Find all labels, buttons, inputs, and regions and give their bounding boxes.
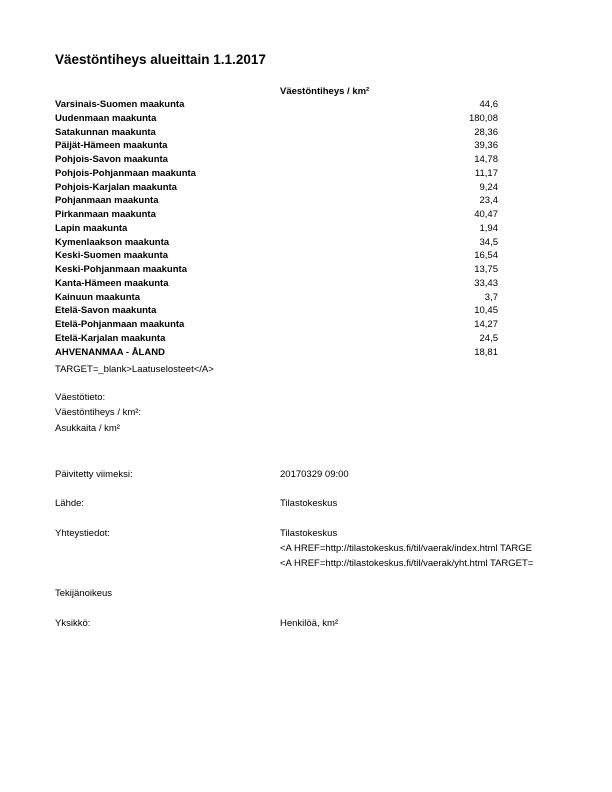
- table-row: [55, 291, 498, 305]
- region-name: Keski-Suomen maakunta: [55, 250, 168, 262]
- copyright-label: Tekijänoikeus: [55, 588, 113, 599]
- table-row: [55, 139, 498, 153]
- table-row: [55, 98, 498, 112]
- region-density-value: 40,47: [474, 209, 498, 220]
- region-name: Etelä-Pohjanmaan maakunta: [55, 319, 185, 330]
- source-label: Lähde:: [55, 498, 85, 509]
- contact-label: Yhteystiedot:: [55, 528, 110, 539]
- region-density-value: 34,5: [479, 236, 498, 248]
- table-row: [55, 332, 498, 346]
- region-density-value: 33,43: [474, 277, 498, 289]
- region-name: Pohjanmaan maakunta: [55, 195, 159, 207]
- region-name: Uudenmaan maakunta: [55, 112, 157, 124]
- region-name: Pirkanmaan maakunta: [55, 209, 156, 220]
- region-density-value: 14,78: [474, 154, 498, 165]
- info-line-2: Asukkaita / km²: [55, 423, 120, 434]
- table-row: [55, 208, 498, 222]
- region-density-value: 9,24: [479, 181, 498, 193]
- column-header: Väestöntiheys / km²: [280, 86, 370, 97]
- table-row: [55, 222, 498, 236]
- region-density-value: 11,17: [474, 167, 498, 179]
- table-row: [55, 112, 498, 126]
- region-density-value: 10,45: [474, 305, 498, 317]
- region-name: Etelä-Savon maakunta: [55, 305, 157, 317]
- region-name: Keski-Pohjanmaan maakunta: [55, 264, 187, 275]
- page-title: Väestöntiheys alueittain 1.1.2017: [55, 52, 266, 67]
- region-name: Kanta-Hämeen maakunta: [55, 277, 169, 289]
- region-density-value: 1,94: [479, 222, 498, 234]
- region-density-value: 16,54: [474, 250, 498, 262]
- region-density-value: 18,81: [474, 346, 498, 358]
- updated-label: Päivitetty viimeksi:: [55, 469, 133, 480]
- contact-link-1[interactable]: <A HREF=http://tilastokeskus.fi/til/vaerak/index.html TARGE: [280, 543, 533, 554]
- region-name: Päijät-Hämeen maakunta: [55, 140, 168, 152]
- region-density-value: 23,4: [479, 195, 498, 207]
- info-heading: Väestötieto:: [55, 392, 106, 403]
- region-density-value: 3,7: [484, 291, 498, 303]
- region-name: Kainuun maakunta: [55, 291, 140, 303]
- region-name: AHVENANMAA - ÅLAND: [55, 346, 165, 358]
- region-density-value: 24,5: [479, 332, 498, 344]
- region-density-value: 13,75: [474, 264, 498, 275]
- table-row: [55, 181, 498, 195]
- unit-label: Yksikkö:: [55, 618, 91, 629]
- region-name: Satakunnan maakunta: [55, 126, 156, 138]
- table-row: [55, 304, 498, 318]
- region-density-value: 39,36: [474, 140, 498, 152]
- region-table: [55, 98, 498, 359]
- region-density-value: 28,36: [474, 126, 498, 138]
- source-value: Tilastokeskus: [280, 498, 338, 509]
- region-name: Pohjois-Savon maakunta: [55, 154, 168, 165]
- contact-link-2[interactable]: <A HREF=http://tilastokeskus.fi/til/vaerak/yht.html TARGET=: [280, 558, 534, 569]
- updated-value: 20170329 09:00: [280, 469, 349, 480]
- table-row: [55, 167, 498, 181]
- region-name: Pohjois-Pohjanmaan maakunta: [55, 167, 196, 179]
- table-row: [55, 346, 498, 360]
- table-row: [55, 318, 498, 332]
- region-name: Kymenlaakson maakunta: [55, 236, 170, 248]
- table-row: [55, 126, 498, 140]
- region-density-value: 180,08: [468, 112, 498, 124]
- quality-link[interactable]: TARGET=_blank>Laatuselosteet</A>: [55, 364, 214, 375]
- region-name: Pohjois-Karjalan maakunta: [55, 181, 177, 193]
- table-row: [55, 194, 498, 208]
- unit-value: Henkilöä, km²: [280, 618, 339, 629]
- table-row: [55, 277, 498, 291]
- region-density-value: 14,27: [474, 319, 498, 330]
- region-density-value: 44,6: [479, 99, 498, 110]
- table-row: [55, 153, 498, 167]
- table-row: [55, 249, 498, 263]
- contact-value: Tilastokeskus: [280, 528, 338, 539]
- region-name: Lapin maakunta: [55, 222, 128, 234]
- table-row: [55, 263, 498, 277]
- table-row: [55, 236, 498, 250]
- region-name: Varsinais-Suomen maakunta: [55, 99, 185, 110]
- region-name: Etelä-Karjalan maakunta: [55, 332, 166, 344]
- info-line-1: Väestöntiheys / km²:: [55, 407, 142, 418]
